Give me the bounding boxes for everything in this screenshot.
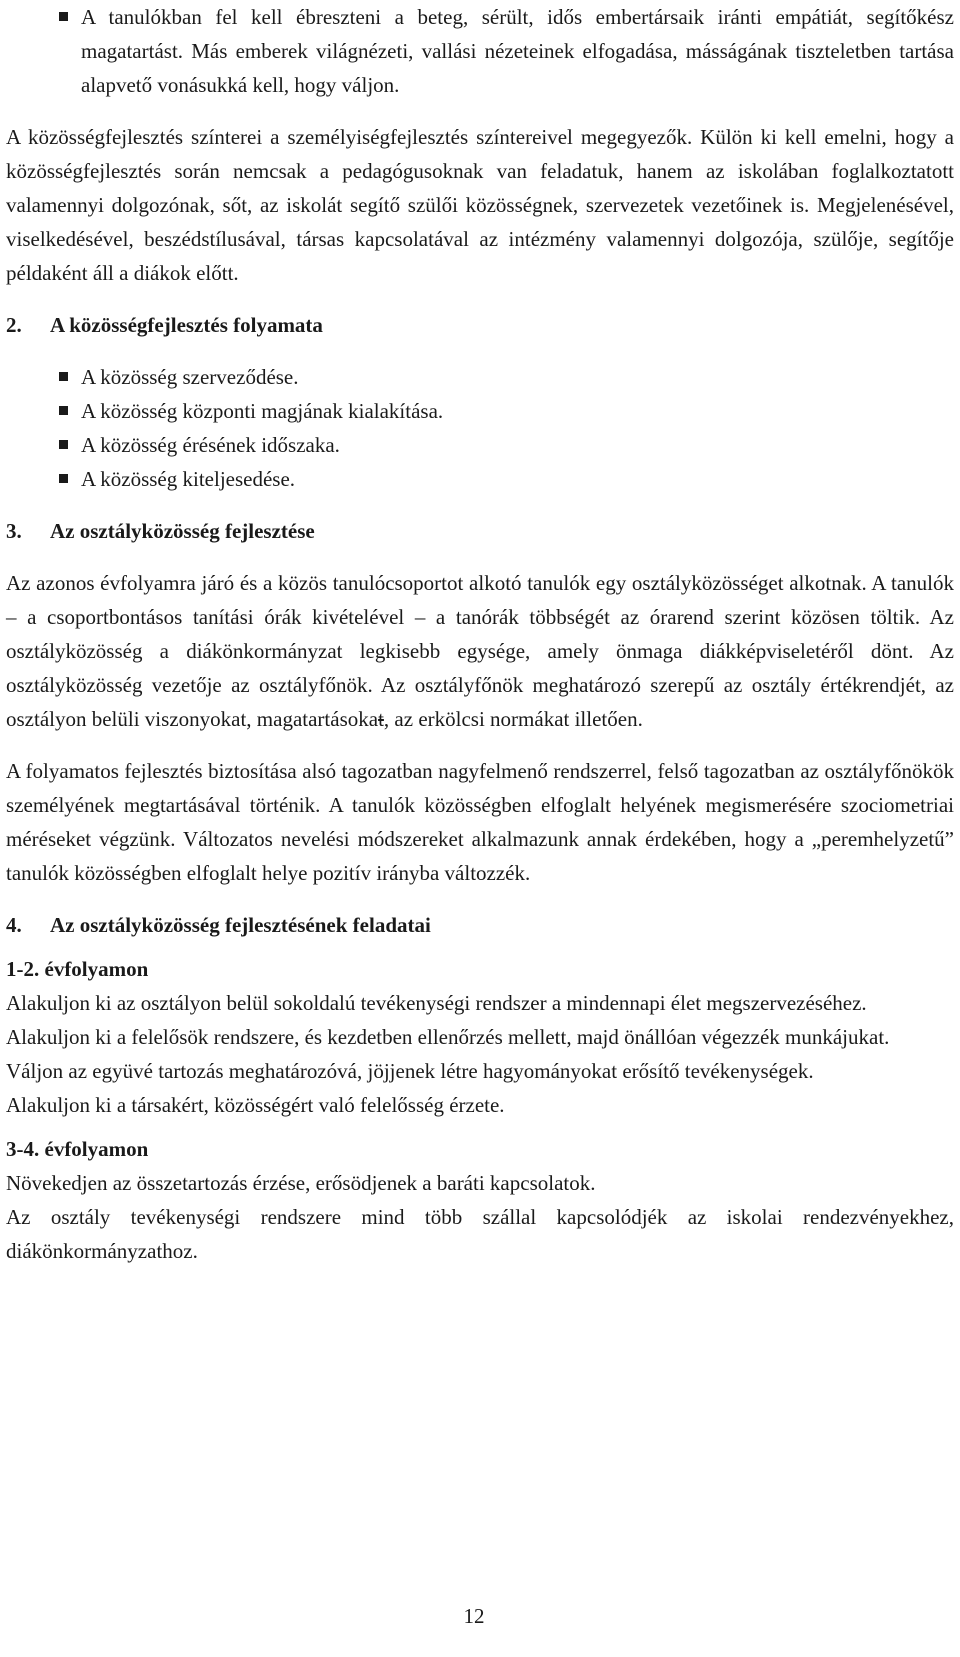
section-heading-2 xyxy=(6,308,954,342)
struck-text: t xyxy=(378,707,384,731)
task-line: Alakuljon ki a felelősök rendszere, és kezdetben ellenőrzés mellett, majd önállóan végezzék munkájukat. xyxy=(6,1025,890,1049)
section-title: Az osztályközösség fejlesztése xyxy=(50,519,315,543)
bullet-list-process xyxy=(6,360,954,496)
square-bullet-icon xyxy=(59,12,68,21)
bullet-text: A tanulókban fel kell ébreszteni a beteg, sérült, idős embertársaik iránti empátiát, segítőkész magatartást. Más emberek világnézeti, vallási nézeteinek elfogadása, másságának tiszteletben tartása alapvető vonásukká kell, hogy váljon. xyxy=(81,5,954,97)
bullet-text: A közösség érésének időszaka. xyxy=(81,433,340,457)
section-heading-3 xyxy=(6,514,954,548)
square-bullet-icon xyxy=(59,406,68,415)
section-number: 4. xyxy=(6,913,22,937)
paragraph-text: Az azonos évfolyamra járó és a közös tanulócsoportot alkotó tanulók egy osztályközösséget alkotnak. A tanulók – a csoportbontásos tanítási órák kivételével – a tanórák többségét az órarend szerint közösen töltik. Az osztályközösség a diákönkormányzat legkisebb egysége, amely önmaga diákképviseletéről dönt. Az osztályközösség vezetője az osztályfőnök. Az osztályfőnök meghatározó szerepű az osztály értékrendjét, az osztályon belüli viszonyokat, magatartásoka xyxy=(6,571,954,731)
list-item xyxy=(6,394,954,428)
task-line: Az osztály tevékenységi rendszere mind több szállal kapcsolódjék az iskolai rendezvényekhez, diákönkormányzathoz. xyxy=(6,1205,954,1263)
subheading-grade-3-4: 3-4. évfolyamon xyxy=(6,1137,149,1161)
task-line: Alakuljon ki a társakért, közösségért való felelősség érzete. xyxy=(6,1093,505,1117)
bullet-text: A közösség kiteljesedése. xyxy=(81,467,296,491)
task-line: Alakuljon ki az osztályon belül sokoldalú tevékenységi rendszer a mindennapi élet megszervezéséhez. xyxy=(6,991,867,1015)
task-line: Váljon az együvé tartozás meghatározóvá, jöjjenek létre hagyományokat erősítő tevékenységek. xyxy=(6,1059,814,1083)
section-title: Az osztályközösség fejlesztésének feladatai xyxy=(50,913,431,937)
paragraph-community-settings: A közösségfejlesztés színterei a személyiségfejlesztés színtereivel megegyezők. Külön ki kell emelni, hogy a közösségfejlesztés során nemcsak a pedagógusoknak van feladatuk, hanem az iskolában foglalkoztatott valamennyi dolgozónak, sőt, az iskolát segítő szülői közösségnek, szervezetek vezetőinek is. Megjelenésével, viselkedésével, beszédstílusával, társas kapcsolatával az intézmény valamennyi dolgozója, szülője, segítője példaként áll a diákok előtt. xyxy=(6,125,954,285)
section-number: 3. xyxy=(6,519,22,543)
paragraph-text: , az erkölcsi normákat illetően. xyxy=(383,707,643,731)
page-number: 12 xyxy=(463,1604,485,1628)
bullet-list-top xyxy=(6,0,954,102)
list-item xyxy=(6,0,954,102)
square-bullet-icon xyxy=(59,440,68,449)
square-bullet-icon xyxy=(59,372,68,381)
section-title: A közösségfejlesztés folyamata xyxy=(50,313,323,337)
subheading-grade-1-2: 1-2. évfolyamon xyxy=(6,957,149,981)
list-item xyxy=(6,428,954,462)
bullet-text: A közösség szerveződése. xyxy=(81,365,299,389)
list-item xyxy=(6,462,954,496)
paragraph-class-community xyxy=(6,566,954,736)
task-line: Növekedjen az összetartozás érzése, erősödjenek a baráti kapcsolatok. xyxy=(6,1171,596,1195)
section-heading-4 xyxy=(6,908,954,942)
list-item xyxy=(6,360,954,394)
document-page xyxy=(6,0,954,1268)
square-bullet-icon xyxy=(59,474,68,483)
paragraph-continuous-development: A folyamatos fejlesztés biztosítása alsó tagozatban nagyfelmenő rendszerrel, felső tagozatban az osztályfőnökök személyének megtartásával történik. A tanulók közösségben elfoglalt helyének megismerésére szociometriai méréseket végzünk. Változatos nevelési módszereket alkalmazunk annak érdekében, hogy a „peremhelyzetű” tanulók közösségben elfoglalt helye pozitív irányba változzék. xyxy=(6,759,954,885)
section-number: 2. xyxy=(6,313,22,337)
bullet-text: A közösség központi magjának kialakítása. xyxy=(81,399,444,423)
